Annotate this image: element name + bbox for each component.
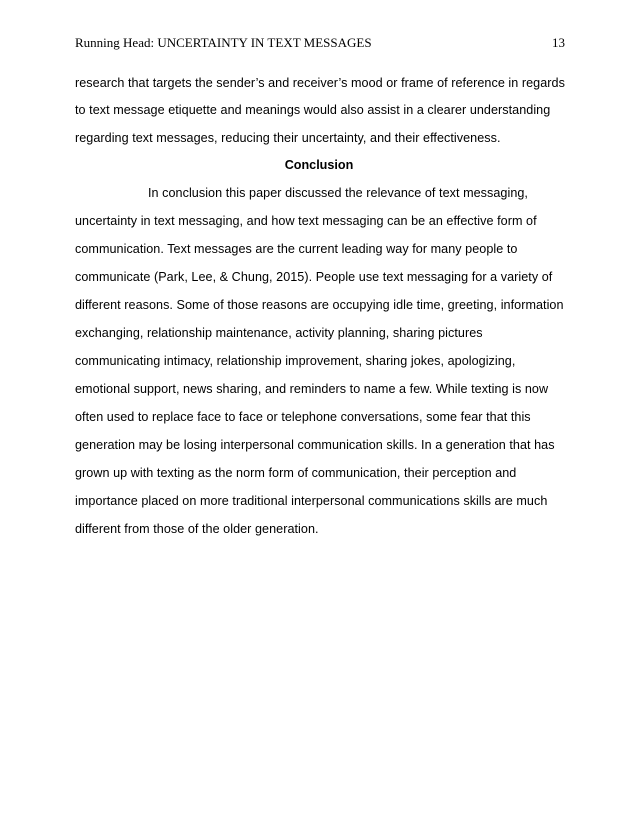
body-line: different reasons. Some of those reasons are occupying idle time, greeting, information — [75, 298, 564, 312]
body-line: different from those of the older generation. — [75, 522, 319, 536]
body-line: uncertainty in text messaging, and how text messaging can be an effective form of — [75, 214, 537, 228]
body-line: In conclusion this paper discussed the relevance of text messaging, — [148, 186, 528, 200]
body-line: communicate (Park, Lee, & Chung, 2015). People use text messaging for a variety of — [75, 270, 553, 284]
body-line: regarding text messages, reducing their uncertainty, and their effectiveness. — [75, 131, 501, 145]
running-head: Running Head: UNCERTAINTY IN TEXT MESSAGES — [75, 35, 372, 50]
section-heading-conclusion: Conclusion — [284, 158, 354, 172]
body-line: to text message etiquette and meanings would also assist in a clearer understanding — [75, 103, 551, 117]
page-number: 13 — [552, 35, 565, 50]
body-line: communication. Text messages are the current leading way for many people to — [75, 242, 518, 256]
body-line: exchanging, relationship maintenance, activity planning, sharing pictures — [75, 326, 483, 340]
body-line: emotional support, news sharing, and reminders to name a few. While texting is now — [75, 382, 549, 396]
body-line: often used to replace face to face or telephone conversations, some fear that this — [75, 410, 531, 424]
body-line: grown up with texting as the norm form of communication, their perception and — [75, 466, 517, 480]
body-line: communicating intimacy, relationship improvement, sharing jokes, apologizing, — [75, 354, 516, 368]
body-line: research that targets the sender’s and receiver’s mood or frame of reference in regards — [75, 76, 565, 90]
body-line: importance placed on more traditional interpersonal communications skills are much — [75, 494, 548, 508]
body-line: generation may be losing interpersonal communication skills. In a generation that has — [75, 438, 555, 452]
